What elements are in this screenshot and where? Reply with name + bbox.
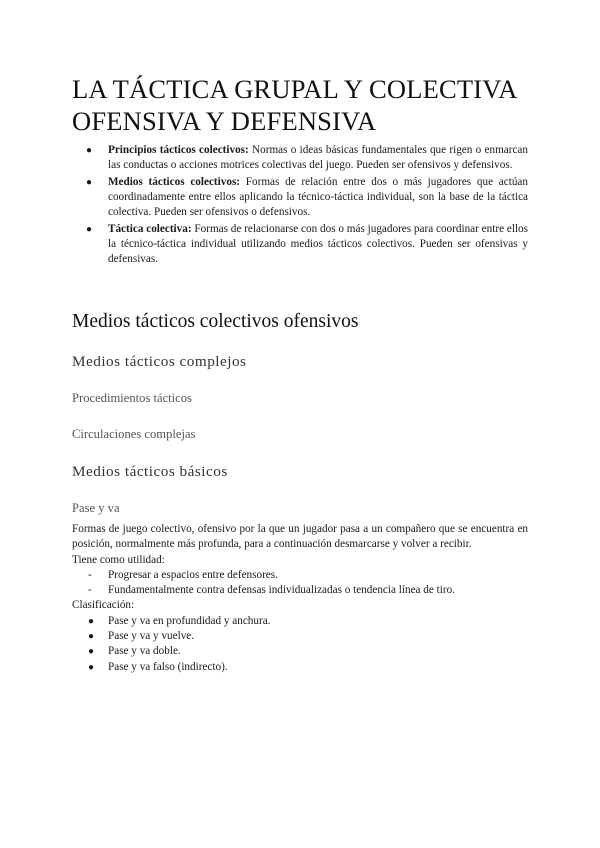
definition-term: Principios tácticos colectivos:: [108, 144, 249, 156]
list-item: [72, 143, 528, 173]
subheading-basic: Medios tácticos básicos: [72, 463, 228, 480]
list-item: [72, 175, 528, 220]
document-title: LA TÁCTICA GRUPAL Y COLECTIVA OFENSIVA Y DEFENSIVA: [72, 74, 517, 136]
bullet-icon: ●: [86, 145, 93, 156]
bullet-icon: ●: [88, 631, 95, 643]
definition-text: Normas o ideas básicas fundamentales que rigen o enmarcan las conductas o acciones motrices colectivas del juego. Pueden ser ofensivos y defensivos.: [108, 144, 528, 171]
body-text: [72, 522, 528, 675]
bullet-icon: ●: [86, 224, 93, 235]
classification-list: [72, 614, 528, 675]
utility-label: Tiene como utilidad:: [72, 553, 165, 566]
definition-term: Medios tácticos colectivos:: [108, 176, 241, 188]
section-heading: Medios tácticos colectivos ofensivos: [72, 311, 359, 332]
heading-pase-y-va: Pase y va: [72, 501, 120, 515]
bullet-icon: ●: [86, 177, 93, 188]
list-item: ● Pase y va en profundidad y anchura.: [72, 614, 528, 629]
definitions-list: [72, 143, 528, 269]
heading-circulaciones: Circulaciones complejas: [72, 427, 196, 441]
definition-text: Formas de relación entre dos o más jugadores que actúan coordinadamente entre ellos aplicando la técnico-táctica individual, son la base de la táctica colectiva. Pueden ser ofensivos o defensivos.: [108, 176, 528, 218]
list-item: ● Pase y va doble.: [72, 644, 528, 659]
heading-procedimientos: Procedimientos tácticos: [72, 391, 192, 405]
bullet-icon: ●: [88, 646, 95, 658]
list-item: ● Pase y va y vuelve.: [72, 629, 528, 644]
definition-text: Formas de relacionarse con dos o más jugadores para coordinar entre ellos la técnico-táctica individual utilizando medios tácticos colectivos. Pueden ser ofensivas y defensivas.: [108, 223, 528, 265]
classification-label: Clasificación:: [72, 599, 135, 612]
description-paragraph: Formas de juego colectivo, ofensivo por la que un jugador pasa a un compañero que se encuentra en posición, normalmente más profunda, para a continuación desmarcarse y volver a recibir.: [72, 523, 528, 551]
utility-list: [72, 568, 528, 599]
subheading-complex: Medios tácticos complejos: [72, 353, 247, 370]
bullet-icon: ●: [88, 661, 95, 673]
list-item: - Fundamentalmente contra defensas individualizadas o tendencia línea de tiro.: [88, 584, 455, 597]
bullet-icon: ●: [88, 615, 95, 627]
list-item: ● Pase y va falso (indirecto).: [72, 660, 528, 675]
definition-term: Táctica colectiva:: [108, 223, 192, 235]
list-item: [72, 222, 528, 267]
list-item: - Progresar a espacios entre defensores.: [88, 568, 278, 581]
